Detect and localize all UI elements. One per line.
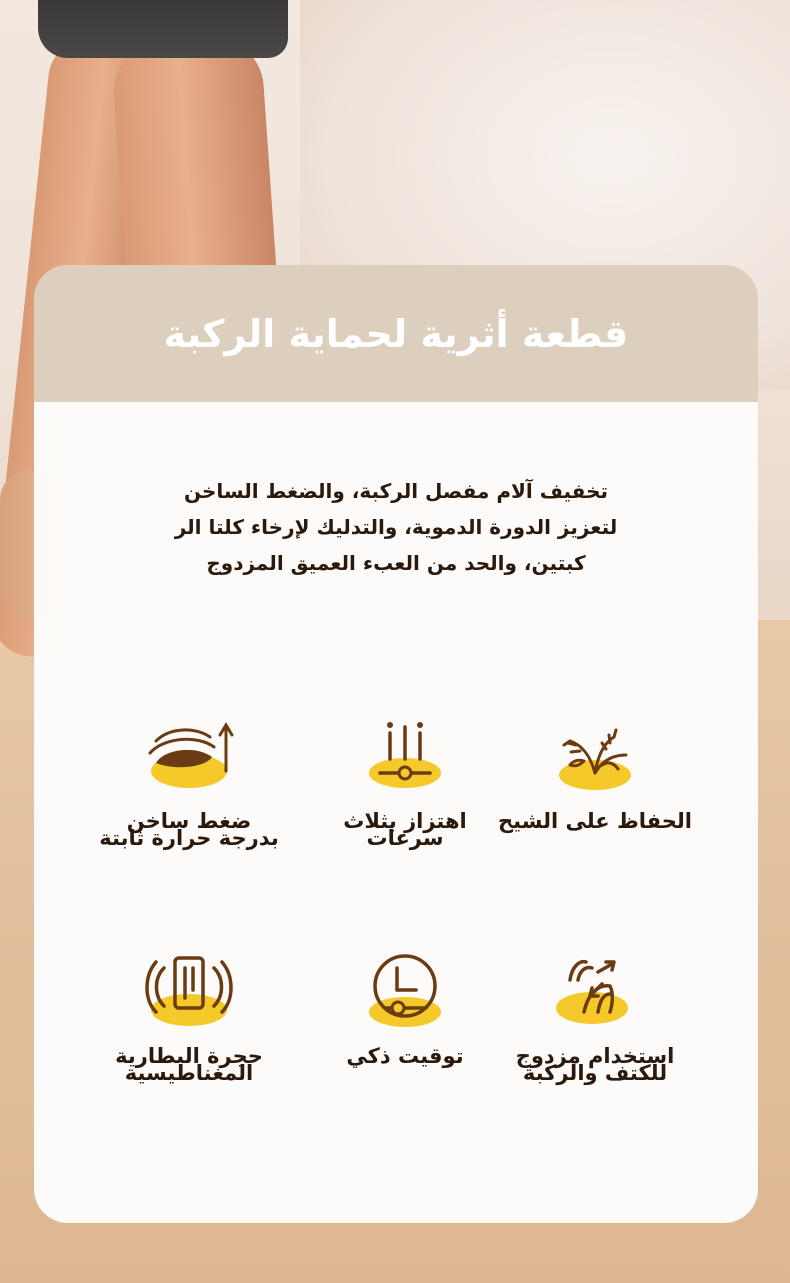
card-header [34, 265, 758, 402]
description-line: لتعزيز الدورة الدموية، والتدليك لإرخاء كلتا الر [174, 515, 618, 539]
feature-label-line: توقيت ذكي [346, 1044, 464, 1068]
feature-smart-timer [300, 950, 510, 1068]
description-line: تخفيف آلام مفصل الركبة، والضغط الساخن [183, 479, 609, 503]
feature-magnetic-battery [84, 950, 294, 1085]
description-line: كبتين، والحد من العبء العميق المزدوج [206, 551, 586, 575]
feature-label-line: استخدام مزدوج [515, 1044, 675, 1068]
feature-label-line: سرعات [366, 826, 444, 850]
feature-label-line: حجرة البطارية [115, 1044, 263, 1068]
feature-label [300, 809, 510, 850]
vibration-icon [350, 715, 460, 805]
feature-label [84, 1044, 294, 1085]
plant-icon [540, 715, 650, 805]
timer-icon [350, 950, 460, 1040]
feature-label-line: الحفاظ على الشيح [498, 809, 692, 833]
shorts-image [38, 0, 288, 58]
feature-label [300, 1044, 510, 1068]
card-title: قطعة أثرية لحماية الركبة [163, 311, 629, 356]
product-card [34, 265, 758, 1223]
feature-dual-use [490, 950, 700, 1085]
shoulder-knee-icon [540, 950, 650, 1040]
magnetic-battery-icon [134, 950, 244, 1040]
card-description [34, 473, 758, 581]
feature-label [84, 809, 294, 850]
heat-pad-icon [134, 715, 244, 805]
feature-label-line: للكتف والركبة [522, 1061, 668, 1085]
feature-label [490, 809, 700, 833]
feature-heat-compress [84, 715, 294, 850]
feature-moxa [490, 715, 700, 833]
feature-label-line: بدرجة حرارة ثابتة [99, 826, 279, 850]
feature-vibration [300, 715, 510, 850]
feature-label-line: المغناطيسية [124, 1061, 254, 1085]
feature-label [490, 1044, 700, 1085]
feature-label-line: ضغط ساخن [126, 809, 252, 833]
feature-label-line: اهتزاز بثلاث [343, 809, 467, 833]
